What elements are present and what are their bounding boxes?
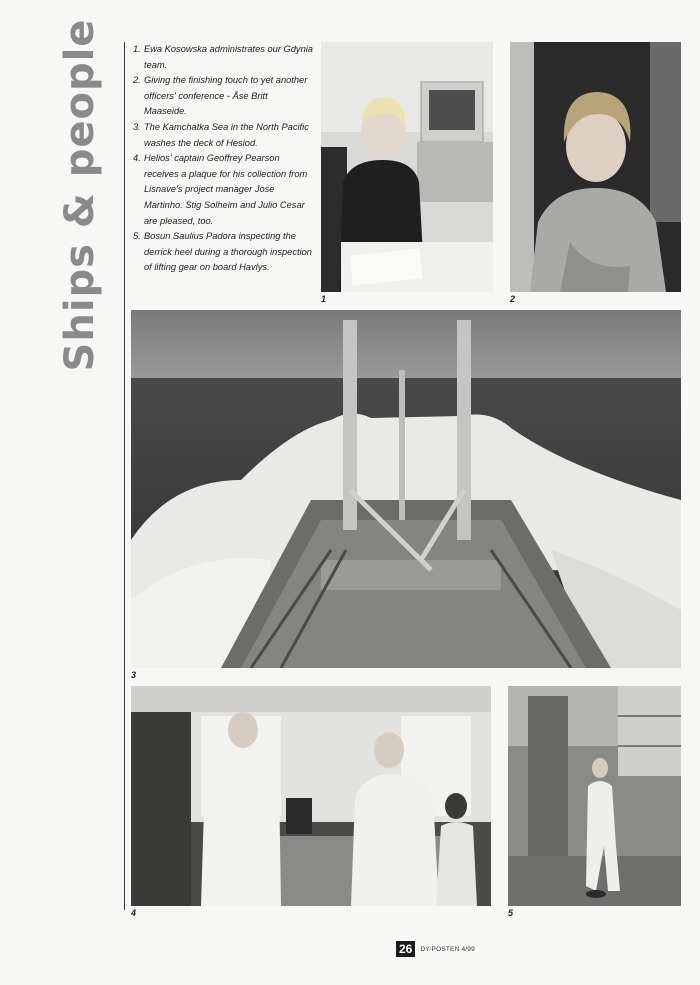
photo-2-number: 2 xyxy=(510,294,516,304)
section-title-text: Ships & people xyxy=(57,18,103,372)
photo-2-smiling-woman xyxy=(510,42,681,292)
publication-name: DY-POSTEN 4/99 xyxy=(420,945,475,953)
caption-item: 5. Bosun Saulius Padora inspecting the derrick heel during a thorough inspection of lifting gear on board Havlys. xyxy=(133,231,312,273)
caption-list xyxy=(133,42,313,276)
photo-4-number: 4 xyxy=(131,908,137,918)
caption-item: 2. Giving the finishing touch to yet another officers' conference - Åse Britt Maaseide. xyxy=(133,75,308,117)
photo-4-plaque-presentation xyxy=(131,686,491,906)
photo-1-number: 1 xyxy=(321,294,327,304)
photo-3-number: 3 xyxy=(131,670,137,680)
photo-1-office-woman xyxy=(321,42,493,292)
photo-5-bosun-inspection xyxy=(508,686,681,906)
page-number: 26 xyxy=(396,941,415,957)
caption-item: 4. Helios' captain Geoffrey Pearson receives a plaque for his collection from Lisnave's project manager Jose Martinho. Stig Solheim and Julio Cesar are pleased, too. xyxy=(133,153,308,226)
vertical-divider xyxy=(124,42,125,910)
photo-3-ship-waves xyxy=(131,310,681,668)
page-footer xyxy=(396,941,475,957)
caption-item: 1. Ewa Kosowska administrates our Gdynia team. xyxy=(133,44,313,70)
photo-5-number: 5 xyxy=(508,908,514,918)
caption-item: 3. The Kamchatka Sea in the North Pacific washes the deck of Hesiod. xyxy=(133,121,309,148)
section-title xyxy=(40,18,120,372)
